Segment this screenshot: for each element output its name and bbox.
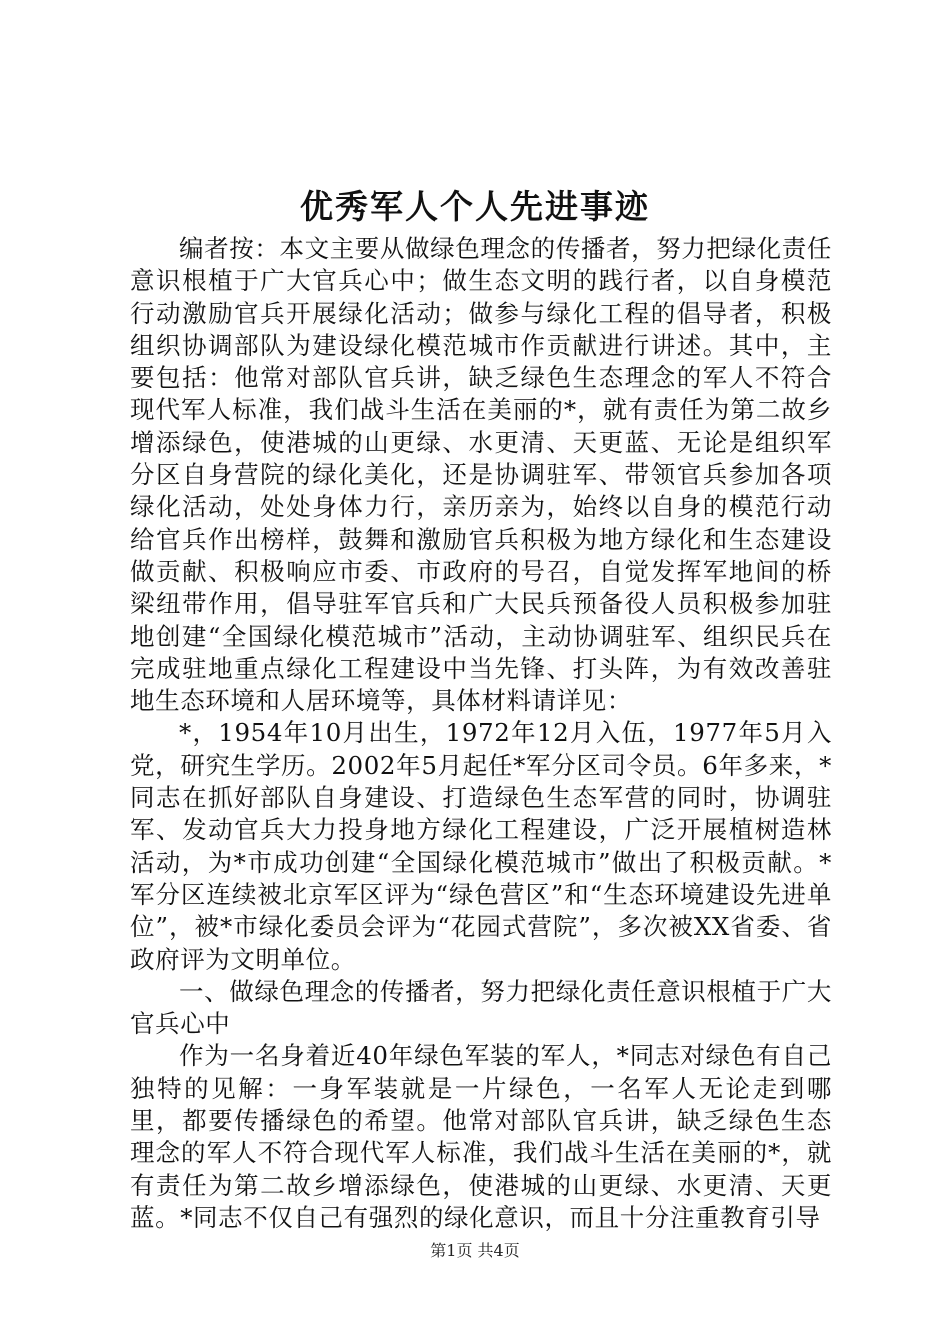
section-heading-1: 一、做绿色理念的传播者，努力把绿化责任意识根植于广大官兵心中 xyxy=(130,976,832,1039)
page-footer: 第1页 共4页 xyxy=(430,1241,520,1260)
document-title: 优秀军人个人先进事迹 xyxy=(300,187,650,226)
document-body xyxy=(130,233,832,1234)
biography-paragraph: *，1954年10月出生，1972年12月入伍，1977年5月入党，研究生学历。2002年5月起任*军分区司令员。6年多来，*同志在抓好部队自身建设、打造绿色生态军营的同时，协调驻军、发动官兵大力投身地方绿化工程建设，广泛开展植树造林活动，为*市成功创建“全国绿化模范城市”做出了积极贡献。*军分区连续被北京军区评为“绿色营区”和“生态环境建设先进单位”，被*市绿化委员会评为“花园式营院”，多次被XX省委、省政府评为文明单位。 xyxy=(130,718,832,974)
section-paragraph: 作为一名身着近40年绿色军装的军人，*同志对绿色有自己独特的见解：一身军装就是一片绿色，一名军人无论走到哪里，都要传播绿色的希望。他常对部队官兵讲，缺乏绿色生态理念的军人不符合现代军人标准，我们战斗生活在美丽的*，就有责任为第二故乡增添绿色，使港城的山更绿、水更清、天更蓝。*同志不仅自己有强烈的绿化意识，而且十分注重教育引导 xyxy=(130,1041,832,1232)
editor-note-paragraph: 编者按：本文主要从做绿色理念的传播者，努力把绿化责任意识根植于广大官兵心中；做生态文明的践行者，以自身模范行动激励官兵开展绿化活动；做参与绿化工程的倡导者，积极组织协调部队为建设绿化模范城市作贡献进行讲述。其中，主要包括：他常对部队官兵讲，缺乏绿色生态理念的军人不符合现代军人标准，我们战斗生活在美丽的*，就有责任为第二故乡增添绿色，使港城的山更绿、水更清、天更蓝、无论是组织军分区自身营院的绿化美化，还是协调驻军、带领官兵参加各项绿化活动，处处身体力行，亲历亲为，始终以自身的模范行动给官兵作出榜样，鼓舞和激励官兵积极为地方绿化和生态建设做贡献、积极响应市委、市政府的号召，自觉发挥军地间的桥梁纽带作用，倡导驻军官兵和广大民兵预备役人员积极参加驻地创建“全国绿化模范城市”活动，主动协调驻军、组织民兵在完成驻地重点绿化工程建设中当先锋、打头阵，为有效改善驻地生态环境和人居环境等，具体材料请详见： xyxy=(130,234,832,716)
